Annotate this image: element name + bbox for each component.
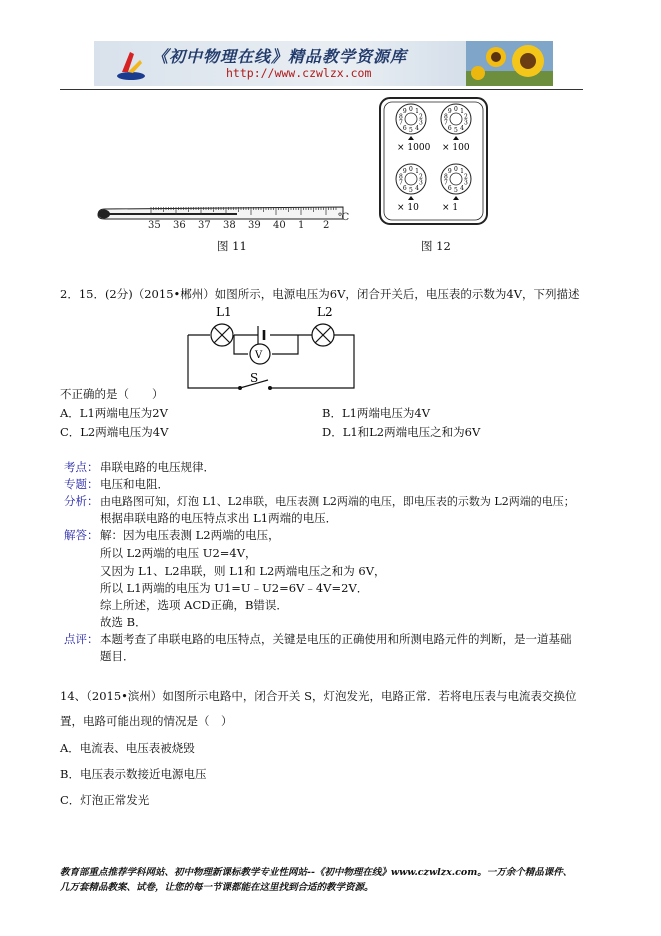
svg-text:8: 8 — [444, 113, 448, 121]
fenxi-text-2: 根据串联电路的电压特点求出 L1两端的电压． — [100, 511, 338, 525]
circuit-label-s: S — [250, 371, 259, 385]
q2-option-d: D．L1和L2两端电压之和为6V — [322, 425, 481, 439]
q2-stem: 2．15．(2分)（2015•郴州）如图所示，电源电压为6V，闭合开关后，电压表的示数为4V，下列描述 — [60, 287, 580, 301]
svg-text:3: 3 — [463, 119, 468, 127]
q2-circuit-diagram — [180, 302, 360, 394]
banner-title: 《初中物理在线》精品教学资源库 — [152, 47, 408, 66]
svg-text:6: 6 — [402, 124, 407, 132]
svg-text:× 1: × 1 — [442, 203, 459, 213]
jieda-line: 所以 L1两端的电压为 U1=U﹣U2=6V﹣4V=2V． — [100, 581, 369, 595]
svg-text:7: 7 — [399, 119, 403, 127]
q2-stem-cont: 不正确的是（ ） — [60, 387, 164, 401]
q14-option: B．电压表示数接近电源电压 — [60, 767, 207, 781]
kaodian-text: 串联电路的电压规律． — [100, 460, 215, 474]
footer-line-1: 教育部重点推荐学科网站、初中物理新课标教学专业性网站--《初中物理在线》www.czwlzx.com。一万余个精品课件、 — [60, 867, 573, 878]
thermometer-unit: ℃ — [338, 212, 350, 223]
svg-text:1: 1 — [460, 108, 464, 116]
fig11-caption: 图 11 — [217, 239, 247, 253]
jieda-line: 综上所述，选项 ACD正确，B错误． — [100, 598, 288, 612]
svg-text:× 1000: × 1000 — [397, 143, 431, 153]
fenxi-label: 分析： — [64, 494, 99, 508]
svg-text:9: 9 — [402, 168, 407, 176]
fenxi-text-1: 由电路图可知，灯泡 L1、L2串联，电压表测 L2两端的电压，即电压表的示数为 L2两端的电压； — [100, 495, 575, 508]
circuit-label-l2: L2 — [317, 305, 333, 319]
svg-text:0: 0 — [454, 166, 458, 173]
footer-line-2: 几万套精品教案、试卷，让您的每一节课都能在这里找到合适的教学资源。 — [60, 882, 374, 893]
svg-text:6: 6 — [447, 184, 452, 192]
thermometer-tick-label: 39 — [248, 220, 261, 231]
logo-icon — [116, 46, 146, 82]
jieda-line: 解：因为电压表测 L2两端的电压， — [100, 528, 280, 542]
thermometer-tick-label: 37 — [198, 220, 211, 231]
svg-text:9: 9 — [447, 108, 452, 116]
svg-text:1: 1 — [460, 168, 464, 176]
svg-text:0: 0 — [409, 106, 413, 113]
svg-text:4: 4 — [415, 124, 419, 132]
header-rule — [60, 89, 583, 90]
zhuanti-text: 电压和电阻． — [100, 477, 169, 491]
svg-text:1: 1 — [415, 108, 419, 116]
resistance-box-figure — [378, 96, 490, 227]
resistance-dial — [441, 104, 471, 153]
thermometer-tick-label: 2 — [323, 220, 330, 231]
q2-option-b: B．L1两端电压为4V — [322, 406, 431, 420]
thermometer-tick-label: 38 — [223, 220, 236, 231]
svg-text:2: 2 — [418, 113, 423, 121]
svg-text:3: 3 — [418, 119, 423, 127]
circuit-label-l1: L1 — [216, 305, 232, 319]
jieda-line: 又因为 L1、L2串联，则 L1和 L2两端电压之和为 6V， — [100, 564, 386, 578]
svg-text:× 100: × 100 — [442, 143, 470, 153]
thermometer-tick-label: 35 — [148, 220, 161, 231]
svg-text:4: 4 — [460, 184, 464, 192]
banner-url[interactable]: http://www.czwlzx.com — [226, 66, 372, 80]
svg-text:0: 0 — [409, 166, 413, 173]
dianping-label: 点评： — [64, 632, 99, 646]
svg-text:2: 2 — [463, 173, 468, 181]
sunflower-image — [466, 41, 553, 86]
svg-text:2: 2 — [418, 173, 423, 181]
jieda-line: 故选 B． — [100, 615, 147, 629]
svg-text:5: 5 — [454, 187, 458, 194]
q14-stem: 14、（2015•滨州）如图所示电路中，闭合开关 S，灯泡发光，电路正常．若将电压表与电流表交换位 — [60, 689, 577, 703]
dianping-text-1: 本题考查了串联电路的电压特点，关键是电压的正确使用和所测电路元件的判断，是一道基础 — [100, 632, 572, 646]
svg-text:7: 7 — [444, 179, 448, 187]
svg-text:2: 2 — [463, 113, 468, 121]
kaodian-label: 考点： — [64, 460, 99, 474]
q14-stem-cont: 置，电路可能出现的情况是（ ） — [60, 714, 233, 728]
dianping-text-2: 题目． — [100, 649, 135, 663]
svg-text:9: 9 — [447, 168, 452, 176]
thermometer-tick-label: 40 — [273, 220, 286, 231]
svg-text:5: 5 — [409, 187, 413, 194]
svg-text:8: 8 — [399, 173, 403, 181]
svg-text:1: 1 — [415, 168, 419, 176]
svg-text:8: 8 — [444, 173, 448, 181]
jieda-line: 所以 L2两端的电压 U2=4V， — [100, 546, 257, 560]
thermometer-tick-label: 36 — [173, 220, 186, 231]
svg-text:0: 0 — [454, 106, 458, 113]
svg-text:8: 8 — [399, 113, 403, 121]
svg-text:4: 4 — [415, 184, 419, 192]
zhuanti-label: 专题： — [64, 477, 99, 491]
svg-text:5: 5 — [454, 127, 458, 134]
svg-text:× 10: × 10 — [397, 203, 419, 213]
thermometer-figure — [95, 195, 355, 233]
q14-option: C．灯泡正常发光 — [60, 793, 150, 807]
q2-option-c: C．L2两端电压为4V — [60, 425, 169, 439]
jieda-label: 解答： — [64, 528, 99, 542]
svg-text:4: 4 — [460, 124, 464, 132]
header-banner — [94, 41, 553, 86]
q2-option-a: A．L1两端电压为2V — [60, 406, 168, 420]
svg-text:7: 7 — [399, 179, 403, 187]
svg-text:6: 6 — [402, 184, 407, 192]
circuit-label-v: V — [255, 350, 263, 361]
svg-text:5: 5 — [409, 127, 413, 134]
fig12-caption: 图 12 — [421, 239, 451, 253]
svg-text:3: 3 — [418, 179, 423, 187]
thermometer-tick-label: 1 — [298, 220, 305, 231]
svg-text:7: 7 — [444, 119, 448, 127]
svg-text:6: 6 — [447, 124, 452, 132]
svg-text:9: 9 — [402, 108, 407, 116]
svg-text:3: 3 — [463, 179, 468, 187]
q14-option: A．电流表、电压表被烧毁 — [60, 741, 195, 755]
